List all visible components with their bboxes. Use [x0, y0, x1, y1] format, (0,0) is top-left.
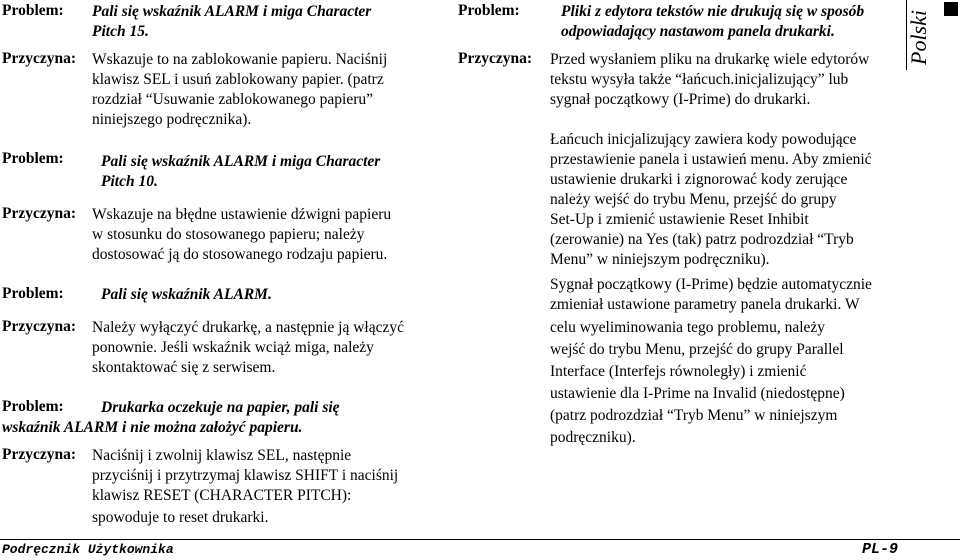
problem-label: Problem: [2, 285, 64, 302]
cause-text-line: tekstu wysyła także “łańcuch.inicjalizujący” lub [550, 71, 849, 88]
cause-text-line: rozdział “Usuwanie zablokowanego papieru” [92, 91, 374, 108]
body-text-line: Sygnał początkowy (I-Prime) będzie automatycznie [550, 276, 872, 293]
cause-text-line: dostosować ją do stosowanego rodzaju papieru. [92, 246, 388, 263]
cause-text-line: niniejszego podręcznika). [92, 111, 252, 128]
body-text-line: podręczniku). [550, 429, 636, 446]
cause-text-line: ponownie. Jeśli wskaźnik wciąż miga, należy [92, 339, 374, 356]
cause-text-line: sygnał początkowy (I-Prime) do drukarki. [550, 91, 811, 108]
footer-title: Podręcznik Użytkownika [2, 542, 174, 557]
body-text-line: zmieniał ustawione parametry panela drukarki. W [550, 296, 860, 313]
cause-text-line: spowoduje to reset drukarki. [92, 509, 269, 526]
problem-text-line: Pali się wskaźnik ALARM i miga Character [101, 153, 381, 170]
cause-text-line: w stosunku do stosowanego papieru; należy [92, 226, 365, 243]
cause-label: Przyczyna: [2, 205, 77, 222]
cause-text-line: Naciśnij i zwolnij klawisz SEL, następnie [92, 447, 352, 464]
body-text-line: Menu” w niniejszym podręczniku). [550, 251, 770, 268]
body-text-line: (patrz podrozdział “Tryb Menu” w niniejszym [550, 407, 838, 424]
body-text-line: ustawienie dla I-Prime na Invalid (niedostępne) [550, 385, 845, 402]
cause-text-line: skontaktować się z serwisem. [92, 359, 276, 376]
body-text-line: przestawienie panela i ustawień menu. Aby zmienić [550, 151, 872, 168]
cause-text-line: przyciśnij i przytrzymaj klawisz SHIFT i naciśnij [92, 467, 399, 484]
body-text-line: (zerowanie) na Yes (tak) patrz podrozdział “Tryb [550, 231, 854, 248]
page-footer [0, 539, 960, 560]
body-text-line: Łańcuch inicjalizujący zawiera kody powodujące [550, 131, 857, 148]
problem-text-line: Pitch 10. [101, 173, 158, 190]
body-text-line: Set-Up i zmienić ustawienie Reset Inhibit [550, 211, 809, 228]
problem-text-line: odpowiadający nastawom panela drukarki. [561, 23, 835, 40]
problem-text-line: Pitch 15. [92, 23, 149, 40]
body-text-line: wejść do trybu Menu, przejść do grupy Parallel [550, 341, 844, 358]
cause-label: Przyczyna: [2, 50, 77, 67]
cause-text-line: Należy wyłączyć drukarkę, a następnie ją włączyć [92, 319, 404, 336]
body-text-line: ustawienie drukarki i zignorować kody zerujące [550, 171, 848, 188]
problem-label: Problem: [2, 2, 64, 19]
cause-label: Przyczyna: [2, 446, 77, 463]
cause-label: Przyczyna: [458, 50, 533, 67]
problem-text-line: Drukarka oczekuje na papier, pali się [101, 399, 340, 416]
problem-text-line: Pali się wskaźnik ALARM. [101, 286, 272, 303]
problem-text-line: wskaźnik ALARM i nie można założyć papieru. [2, 419, 303, 436]
cause-text-line: Wskazuje to na zablokowanie papieru. Naciśnij [92, 51, 388, 68]
cause-text-line: Przed wysłaniem pliku na drukarkę wiele edytorów [550, 51, 870, 68]
cause-label: Przyczyna: [2, 318, 77, 335]
body-text-line: celu wyeliminowania tego problemu, należy [550, 319, 826, 336]
problem-label: Problem: [2, 398, 64, 415]
language-tab-label: Polski [906, 10, 931, 66]
problem-label: Problem: [2, 150, 64, 167]
page-number: PL-9 [861, 541, 898, 558]
cause-text-line: klawisz SEL i usuń zablokowany papier. (patrz [92, 71, 384, 88]
problem-text-line: Pali się wskaźnik ALARM i miga Character [92, 3, 372, 20]
cause-text-line: Wskazuje na błędne ustawienie dźwigni papieru [92, 206, 392, 223]
cause-text-line: klawisz RESET (CHARACTER PITCH): [92, 487, 352, 504]
section-marker [944, 2, 958, 16]
problem-label: Problem: [458, 2, 520, 19]
problem-text-line: Pliki z edytora tekstów nie drukują się w sposób [561, 3, 865, 20]
body-text-line: należy wejść do trybu Menu, przejść do grupy [550, 191, 837, 208]
body-text-line: Interface (Interfejs równoległy) i zmienić [550, 363, 807, 380]
